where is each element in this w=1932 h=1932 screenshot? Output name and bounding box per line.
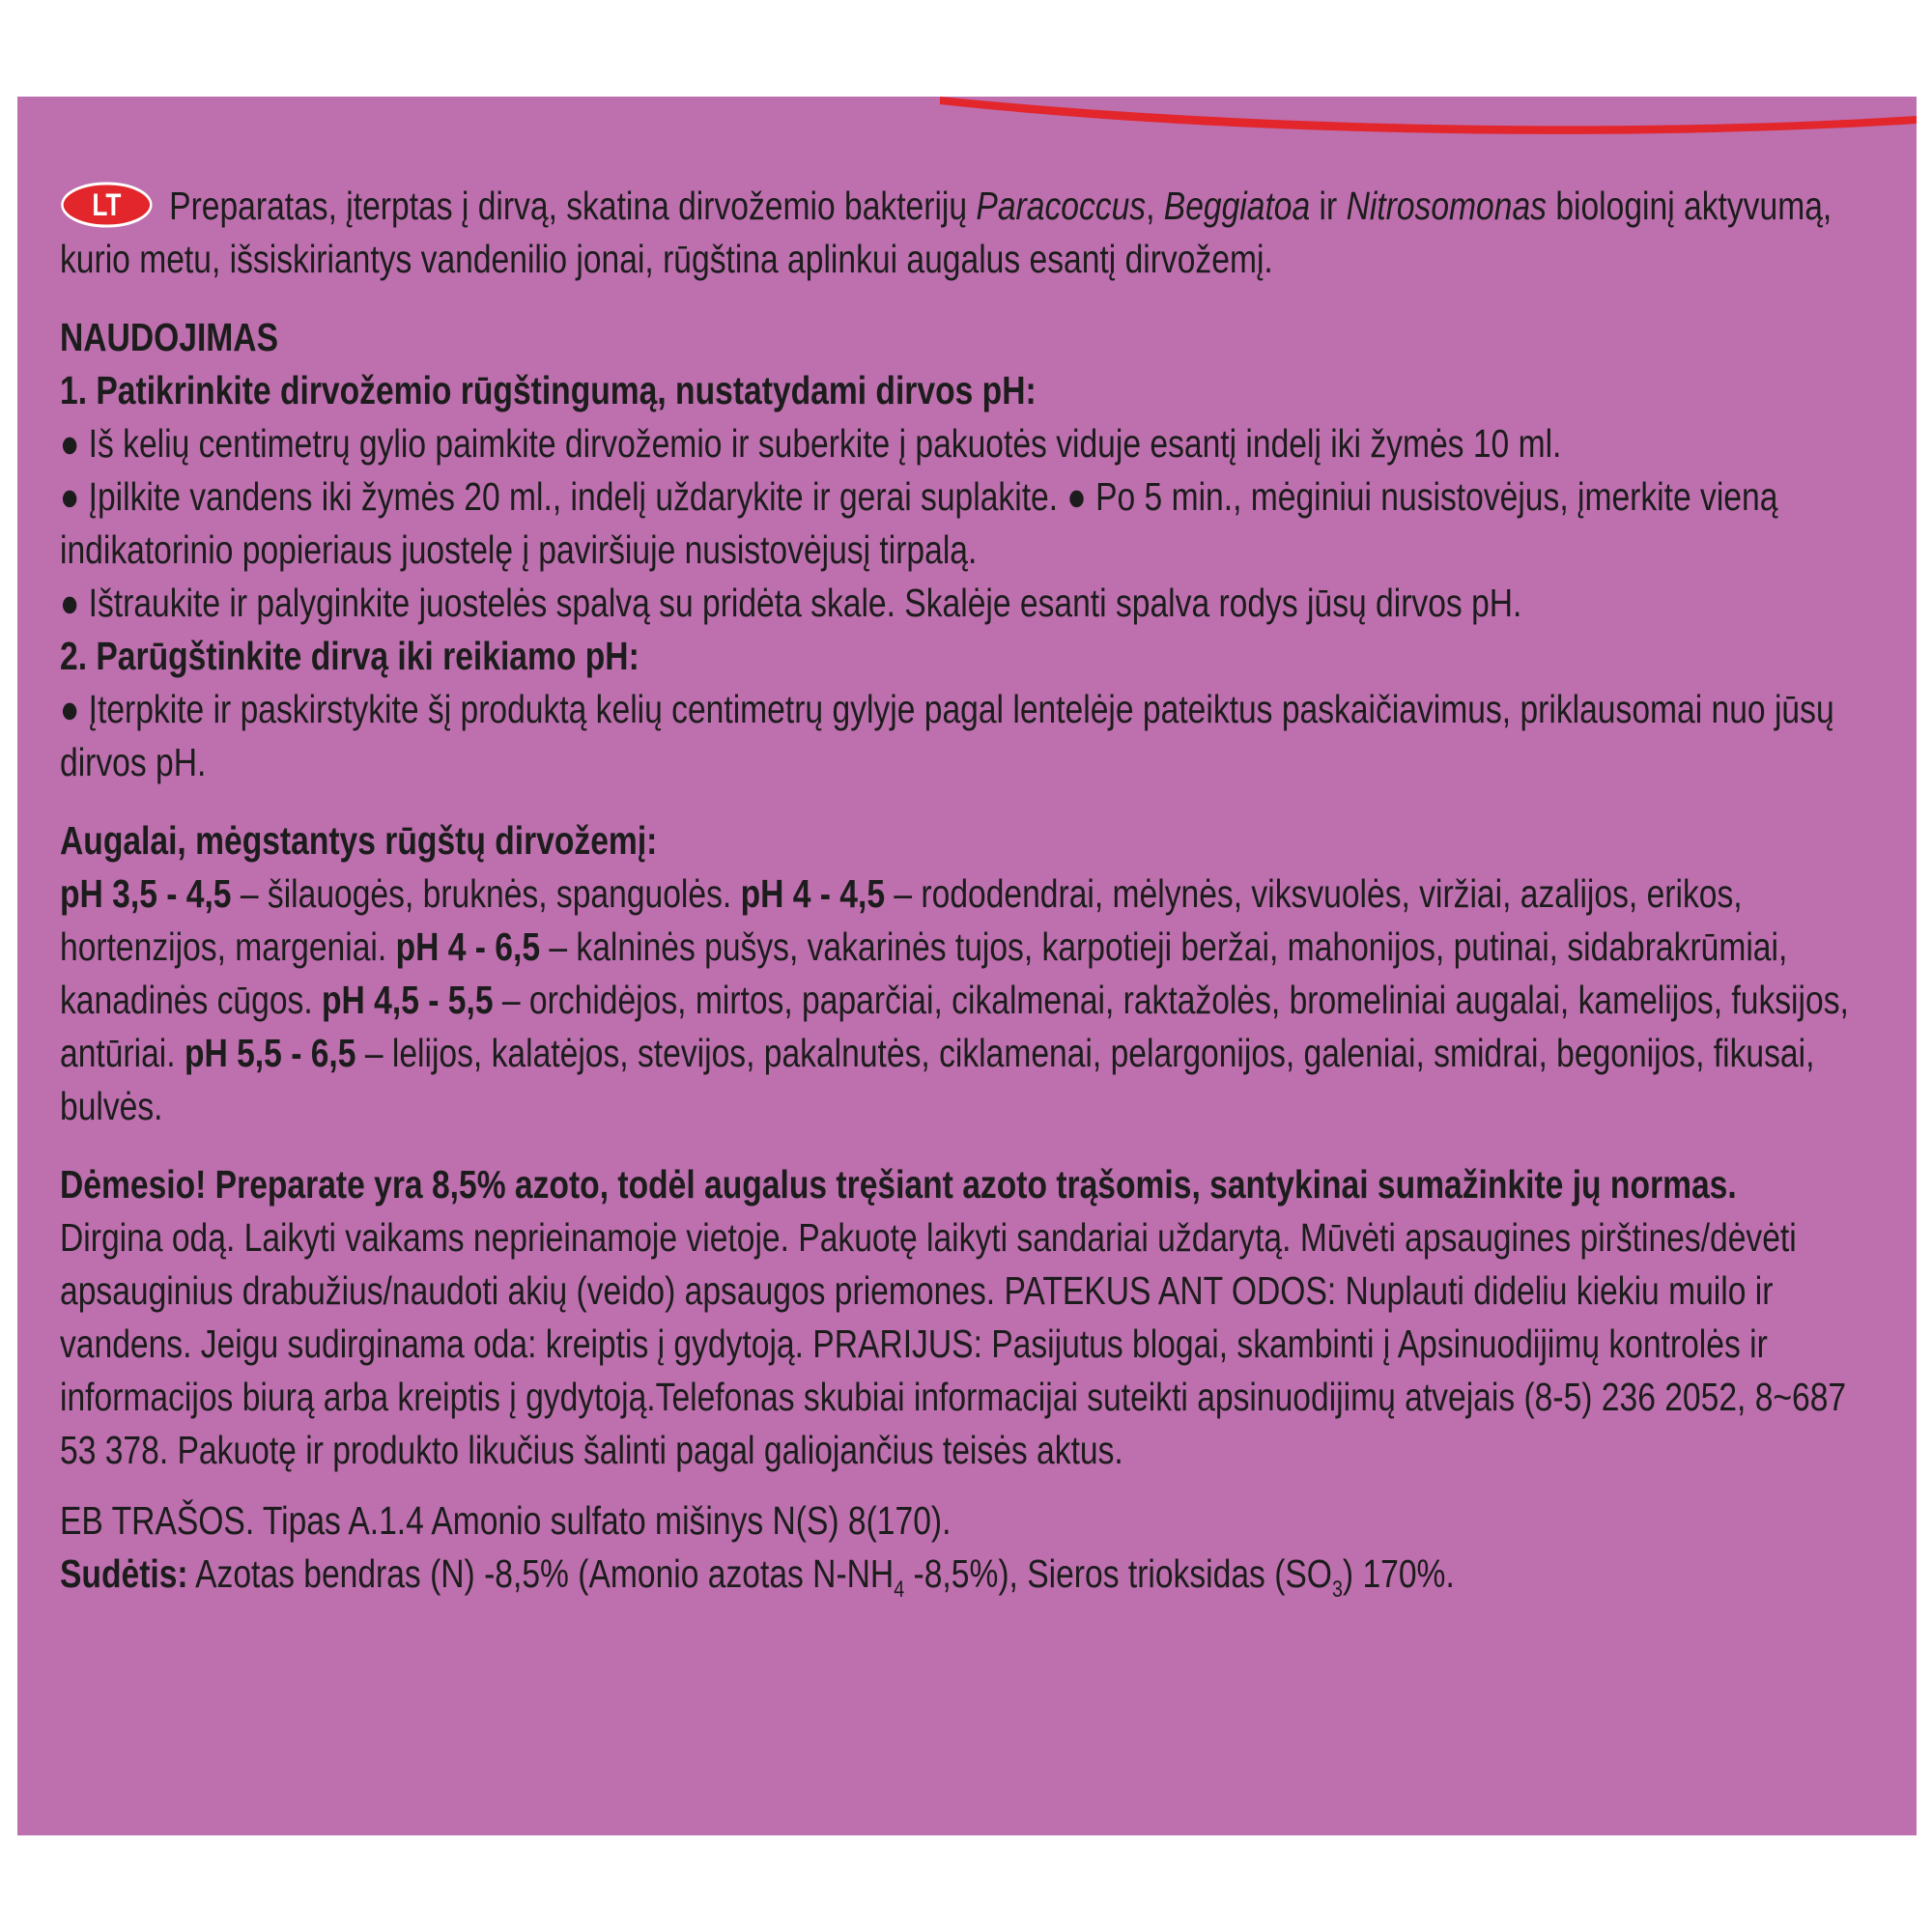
label-text <box>60 180 1874 1601</box>
plants-heading: Augalai, mėgstantys rūgštų dirvožemį: <box>60 818 658 863</box>
plants-group-text: – orchidėjos, mirtos, paparčiai, cikalmenai, raktažolės, bromeliniai augalai, kamelijos, fuksijos, antūriai. <box>60 978 1849 1075</box>
fertilizer-type: EB TRAŠOS. Tipas A.1.4 Amonio sulfato mišinys N(S) 8(170). <box>60 1498 952 1543</box>
step1-text-2: ● Įpilkite vandens iki žymės 20 ml., indelį uždarykite ir gerai suplakite. ● Po 5 min., mėginiui nusistovėjus, įmerkite vieną indikatorinio popieriaus juostelę į paviršiuje nusistovėjusį tirpalą. <box>60 474 1778 572</box>
step1-text-3: ● Ištraukite ir palyginkite juostelės spalvą su pridėta skale. Skalėje esanti spalva rodys jūsų dirvos pH. <box>60 581 1522 625</box>
plants-group-text: – šilauogės, bruknės, spanguolės. <box>231 871 741 916</box>
ph-range: pH 4,5 - 5,5 <box>322 978 494 1022</box>
plants-list <box>60 867 1874 1133</box>
step2-title: 2. Parūgštinkite dirvą iki reikiamo pH: <box>60 634 639 678</box>
plants-group-text: – lelijos, kalatėjos, stevijos, pakalnutės, ciklamenai, pelargonijos, galeniai, smidrai, begonijos, fikusai, bulvės. <box>60 1031 1815 1128</box>
usage-heading: NAUDOJIMAS <box>60 315 279 359</box>
lt-language-badge <box>60 182 154 228</box>
warning-title: Dėmesio! Preparate yra 8,5% azoto, todėl augalus tręšiant azoto trąšomis, santykinai sumažinkite jų normas. <box>60 1162 1737 1207</box>
warning-text: Dirgina odą. Laikyti vaikams neprieinamoje vietoje. Pakuotę laikyti sandariai uždarytą. Mūvėti apsaugines pirštines/dėvėti apsauginius drabužius/naudoti akių (veido) apsaugos priemones. PATEKUS ANT ODOS: Nuplauti dideliu kiekiu muilo ir vandens. Jeigu sudirginama oda: kreiptis į gydytoją. PRARIJUS: Pasijutus blogai, skambinti į Apsinuodijimų kontrolės ir informacijos biurą arba kreiptis į gydytoją.Telefonas skubiai informacijai suteikti apsinuodijimų atvejais (8-5) 236 2052, 8~687 53 378. Pakuotę ir produkto likučius šalinti pagal galiojančius teisės aktus. <box>60 1215 1847 1472</box>
step1-title: 1. Patikrinkite dirvožemio rūgštingumą, nustatydami dirvos pH: <box>60 368 1037 412</box>
intro-paragraph: LT Preparatas, įterptas į dirvą, skatina dirvožemio bakterijų Paracoccus, Beggiatoa ir Nitrosomonas biologinį aktyvumą, kurio metu, išsiskiriantys vandenilio jonai, rūgština aplinkui augalus esantį dirvožemį. <box>60 184 1833 281</box>
plants-group-text: – kalninės pušys, vakarinės tujos, karpotieji beržai, mahonijos, putinai, sidabrakrūmiai, kanadinės cūgos. <box>60 924 1788 1022</box>
ph-range: pH 4 - 6,5 <box>395 924 541 969</box>
step2-text: ● Įterpkite ir paskirstykite šį produktą kelių centimetrų gylyje pagal lentelėje pateiktus paskaičiavimus, priklausomai nuo jūsų dirvos pH. <box>60 687 1834 784</box>
ph-range: pH 3,5 - 4,5 <box>60 871 232 916</box>
composition-label: Sudėtis: <box>60 1551 188 1596</box>
label-panel <box>17 97 1917 1835</box>
plants-group-text: – rododendrai, mėlynės, viksvuolės, viržiai, azalijos, erikos, hortenzijos, margeniai. <box>60 871 1743 969</box>
step1-text-1: ● Iš kelių centimetrų gylio paimkite dirvožemio ir suberkite į pakuotės viduje esantį indelį iki žymės 10 ml. <box>60 421 1562 466</box>
red-swoosh-decoration <box>17 97 1917 155</box>
ph-range: pH 5,5 - 6,5 <box>184 1031 356 1075</box>
composition: Sudėtis: Azotas bendras (N) -8,5% (Amonio azotas $N-NH_4$ -8,5%), Sieros trioksidas $(SO_3)$ 170%. <box>60 1551 1455 1603</box>
ph-range: pH 4 - 4,5 <box>740 871 886 916</box>
badge-label: LT <box>92 188 122 223</box>
